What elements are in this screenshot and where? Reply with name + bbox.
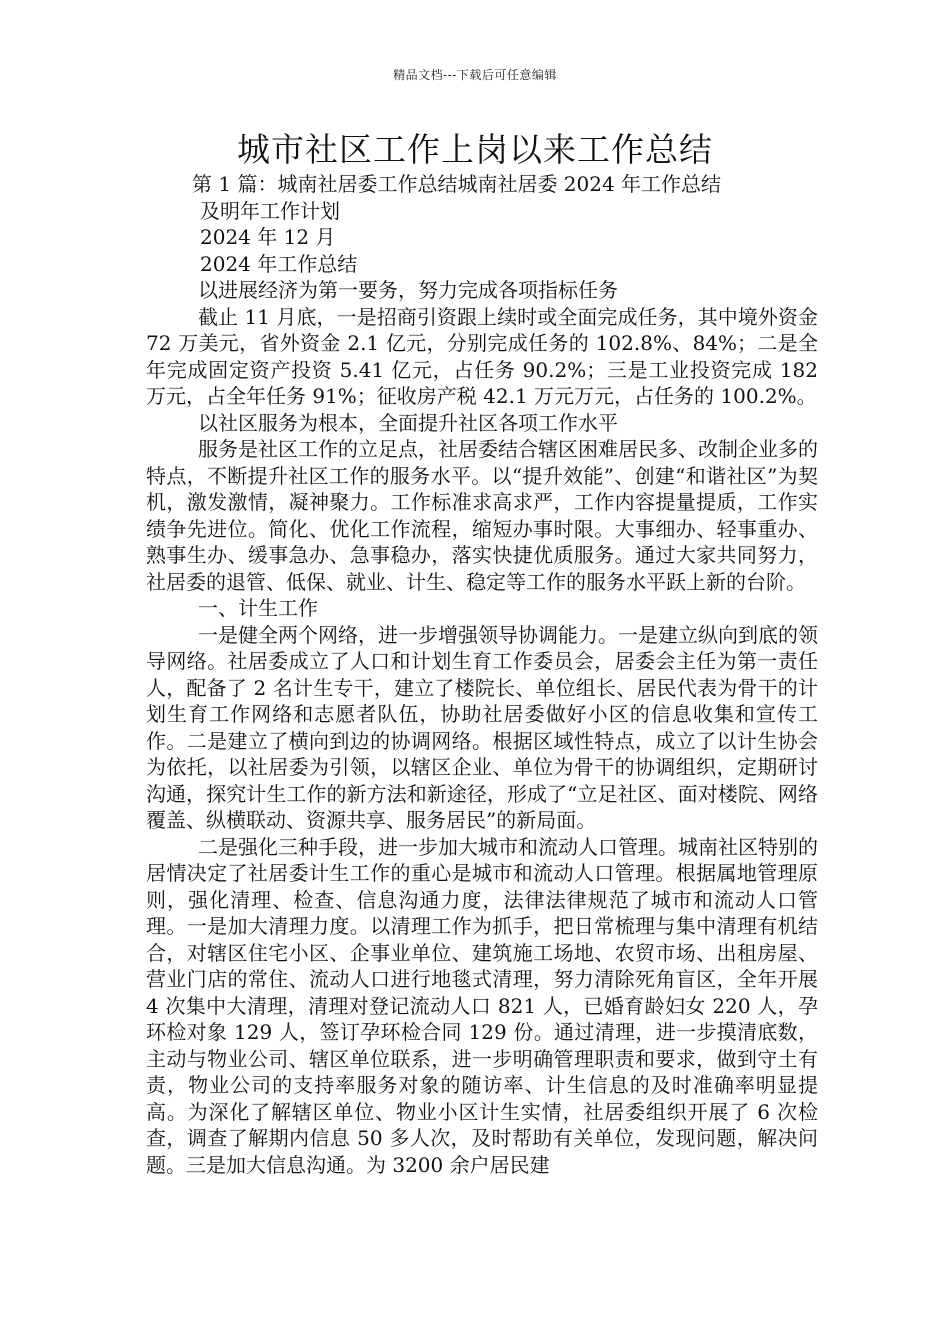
subtitle-line-2: 及明年工作计划	[200, 198, 340, 223]
document-date: 2024 年 12 月	[200, 225, 336, 249]
page-header: 精品文档---下载后可任意编辑	[393, 68, 557, 82]
section-heading-family-planning: 一、计生工作	[198, 596, 318, 620]
paragraph-networks: 一是健全两个网络，进一步增强领导协调能力。一是建立纵向到底的领导网络。社居委成立了人口和计划生育工作委员会，居委会主任为第一责任人，配备了 2 名计生专干，建立了楼院长、单位组长、居民代表为骨干的计划生育工作网络和志愿者队伍，协助社居委做好小区的信息收集和宣传工作。二是建立了横向到边的协调网络。根据区域性特点，成立了以计生协会为依托，以社居委为引领，以辖区企业、单位为骨干的协调组织，定期研讨沟通，探究计生工作的新方法和新途径，形成了“立足社区、面对楼院、网络覆盖、纵横联动、资源共享、服务居民”的新局面。	[146, 622, 818, 832]
subtitle-line-1: 第 1 篇：城南社居委工作总结城南社居委 2024 年工作总结	[192, 172, 722, 196]
paragraph-service: 服务是社区工作的立足点，社居委结合辖区困难居民多、改制企业多的特点，不断提升社区工作的服务水平。以“提升效能”、创建“和谐社区”为契机，激发激情，凝神聚力。工作标准求高求严，工作内容提量提质，工作实绩争先进位。简化、优化工作流程，缩短办事时限。大事细办、轻事重办、熟事生办、缓事急办、急事稳办，落实快捷优质服务。通过大家共同努力，社居委的退管、低保、就业、计生、稳定等工作的服务水平跃上新的台阶。	[146, 437, 818, 594]
document-body	[146, 171, 818, 1178]
section-heading-service: 以社区服务为根本，全面提升社区各项工作水平	[198, 410, 618, 435]
section-heading-economy: 以进展经济为第一要务，努力完成各项指标任务	[198, 278, 618, 302]
paragraph-economy: 截止 11 月底，一是招商引资跟上续时或全面完成任务，其中境外资金 72 万美元，省外资金 2.1 亿元，分别完成任务的 102.8%、84%；二是全年完成固定资产投资 5.41 亿元，占任务 90.2%；三是工业投资完成 182 万元，占全年任务 91%；征收房产税 42.1 万元万元，占任务的 100.2%。	[146, 304, 818, 408]
document-label: 2024 年工作总结	[200, 251, 358, 276]
paragraph-population-management: 二是强化三种手段，进一步加大城市和流动人口管理。城南社区特别的居情决定了社居委计生工作的重心是城市和流动人口管理。根据属地管理原则，强化清理、检查、信息沟通力度，法律法律规范了城市和流动人口管理。一是加大清理力度。以清理工作为抓手，把日常梳理与集中清理有机结合，对辖区住宅小区、企事业单位、建筑施工场地、农贸市场、出租房屋、营业门店的常住、流动人口进行地毯式清理，努力清除死角盲区，全年开展 4 次集中大清理，清理对登记流动人口 821 人，已婚育龄妇女 220 人，孕环检对象 129 人，签订孕环检合同 129 份。通过清理，进一步摸清底数，主动与物业公司、辖区单位联系，进一步明确管理职责和要求，做到守土有责，物业公司的支持率服务对象的随访率、计生信息的及时准确率明显提高。为深化了解辖区单位、物业小区计生实情，社居委组织开展了 6 次检查，调查了解期内信息 50 多人次，及时帮助有关单位，发现问题，解决问题。三是加大信息沟通。为 3200 余户居民建	[146, 834, 818, 1177]
document-title: 城市社区工作上岗以来工作总结	[237, 130, 713, 169]
